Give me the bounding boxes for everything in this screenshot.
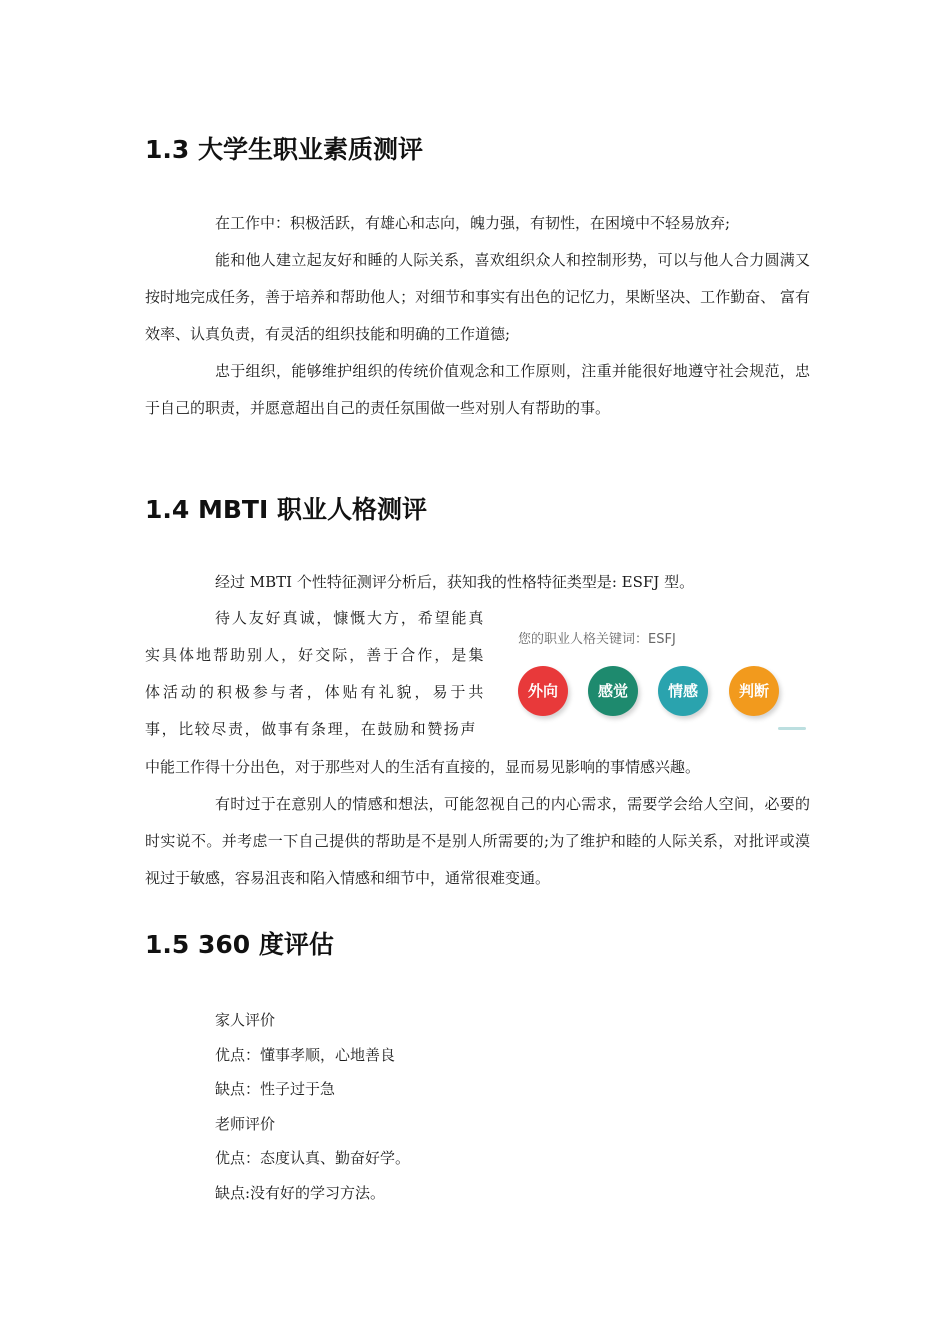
mbti-wrapped-text bbox=[145, 600, 485, 748]
list-item: 缺点：性子过于急 bbox=[215, 1080, 336, 1098]
heading-1-4: 1.4 MBTI 职业人格测评 bbox=[145, 495, 427, 524]
mbti-continued-text bbox=[145, 749, 810, 897]
paragraph: 忠于组织，能够维护组织的传统价值观念和工作原则，注重并能很好地遵守社会规范，忠于自己的职责，并愿意超出自己的责任氛围做一些对别人有帮助的事。 bbox=[145, 362, 810, 417]
list-item: 缺点:没有好的学习方法。 bbox=[215, 1183, 386, 1202]
paragraph: 待人友好真诚，慷慨大方，希望能真实具体地帮助别人，好交际，善于合作，是集体活动的积极参与者，体贴有礼貌，易于共事，比较尽责，做事有条理，在鼓励和赞扬声 bbox=[145, 609, 485, 738]
mbti-intro: 经过 MBTI 个性特征测评分析后，获知我的性格特征类型是: ESFJ 型。 bbox=[215, 573, 695, 591]
mbti-keyword-figure bbox=[510, 620, 810, 735]
list-item: 优点：懂事孝顺，心地善良 bbox=[215, 1045, 396, 1064]
paragraph: 中能工作得十分出色，对于那些对人的生活有直接的，显而易见影响的事情感兴趣。 bbox=[145, 758, 701, 776]
heading-1-5: 1.5 360 度评估 bbox=[145, 930, 334, 959]
section-1-3-body bbox=[145, 205, 810, 427]
list-item: 优点：态度认真、勤奋好学。 bbox=[215, 1149, 411, 1167]
mbti-figure-title: 您的职业人格关键词：ESFJ bbox=[518, 632, 676, 647]
keyword-judging-badge: 判断 bbox=[729, 666, 779, 716]
keyword-sensing-badge: 感觉 bbox=[588, 666, 638, 716]
keyword-extravert-badge: 外向 bbox=[518, 666, 568, 716]
evaluation-list bbox=[215, 1003, 410, 1210]
decorative-line bbox=[778, 727, 806, 730]
paragraph: 有时过于在意别人的情感和想法，可能忽视自己的内心需求，需要学会给人空间，必要的时实说不。并考虑一下自己提供的帮助是不是别人所需要的;为了维护和睦的人际关系，对批评或漠视过于敏感，容易沮丧和陷入情感和细节中，通常很难变通。 bbox=[145, 795, 810, 887]
list-item: 老师评价 bbox=[215, 1114, 276, 1133]
paragraph: 在工作中：积极活跃，有雄心和志向，魄力强，有韧性，在困境中不轻易放弃; bbox=[215, 214, 731, 232]
keyword-feeling-badge: 情感 bbox=[658, 666, 708, 716]
mbti-intro-block bbox=[145, 564, 810, 601]
list-item: 家人评价 bbox=[215, 1011, 276, 1029]
paragraph: 能和他人建立起友好和睡的人际关系，喜欢组织众人和控制形势，可以与他人合力圆满又按时地完成任务，善于培养和帮助他人；对细节和事实有出色的记忆力，果断坚决、工作勤奋、 富有效率、认真负责，有灵活的组织技能和明确的工作道德; bbox=[145, 251, 810, 343]
heading-1-3: 1.3 大学生职业素质测评 bbox=[145, 135, 423, 164]
